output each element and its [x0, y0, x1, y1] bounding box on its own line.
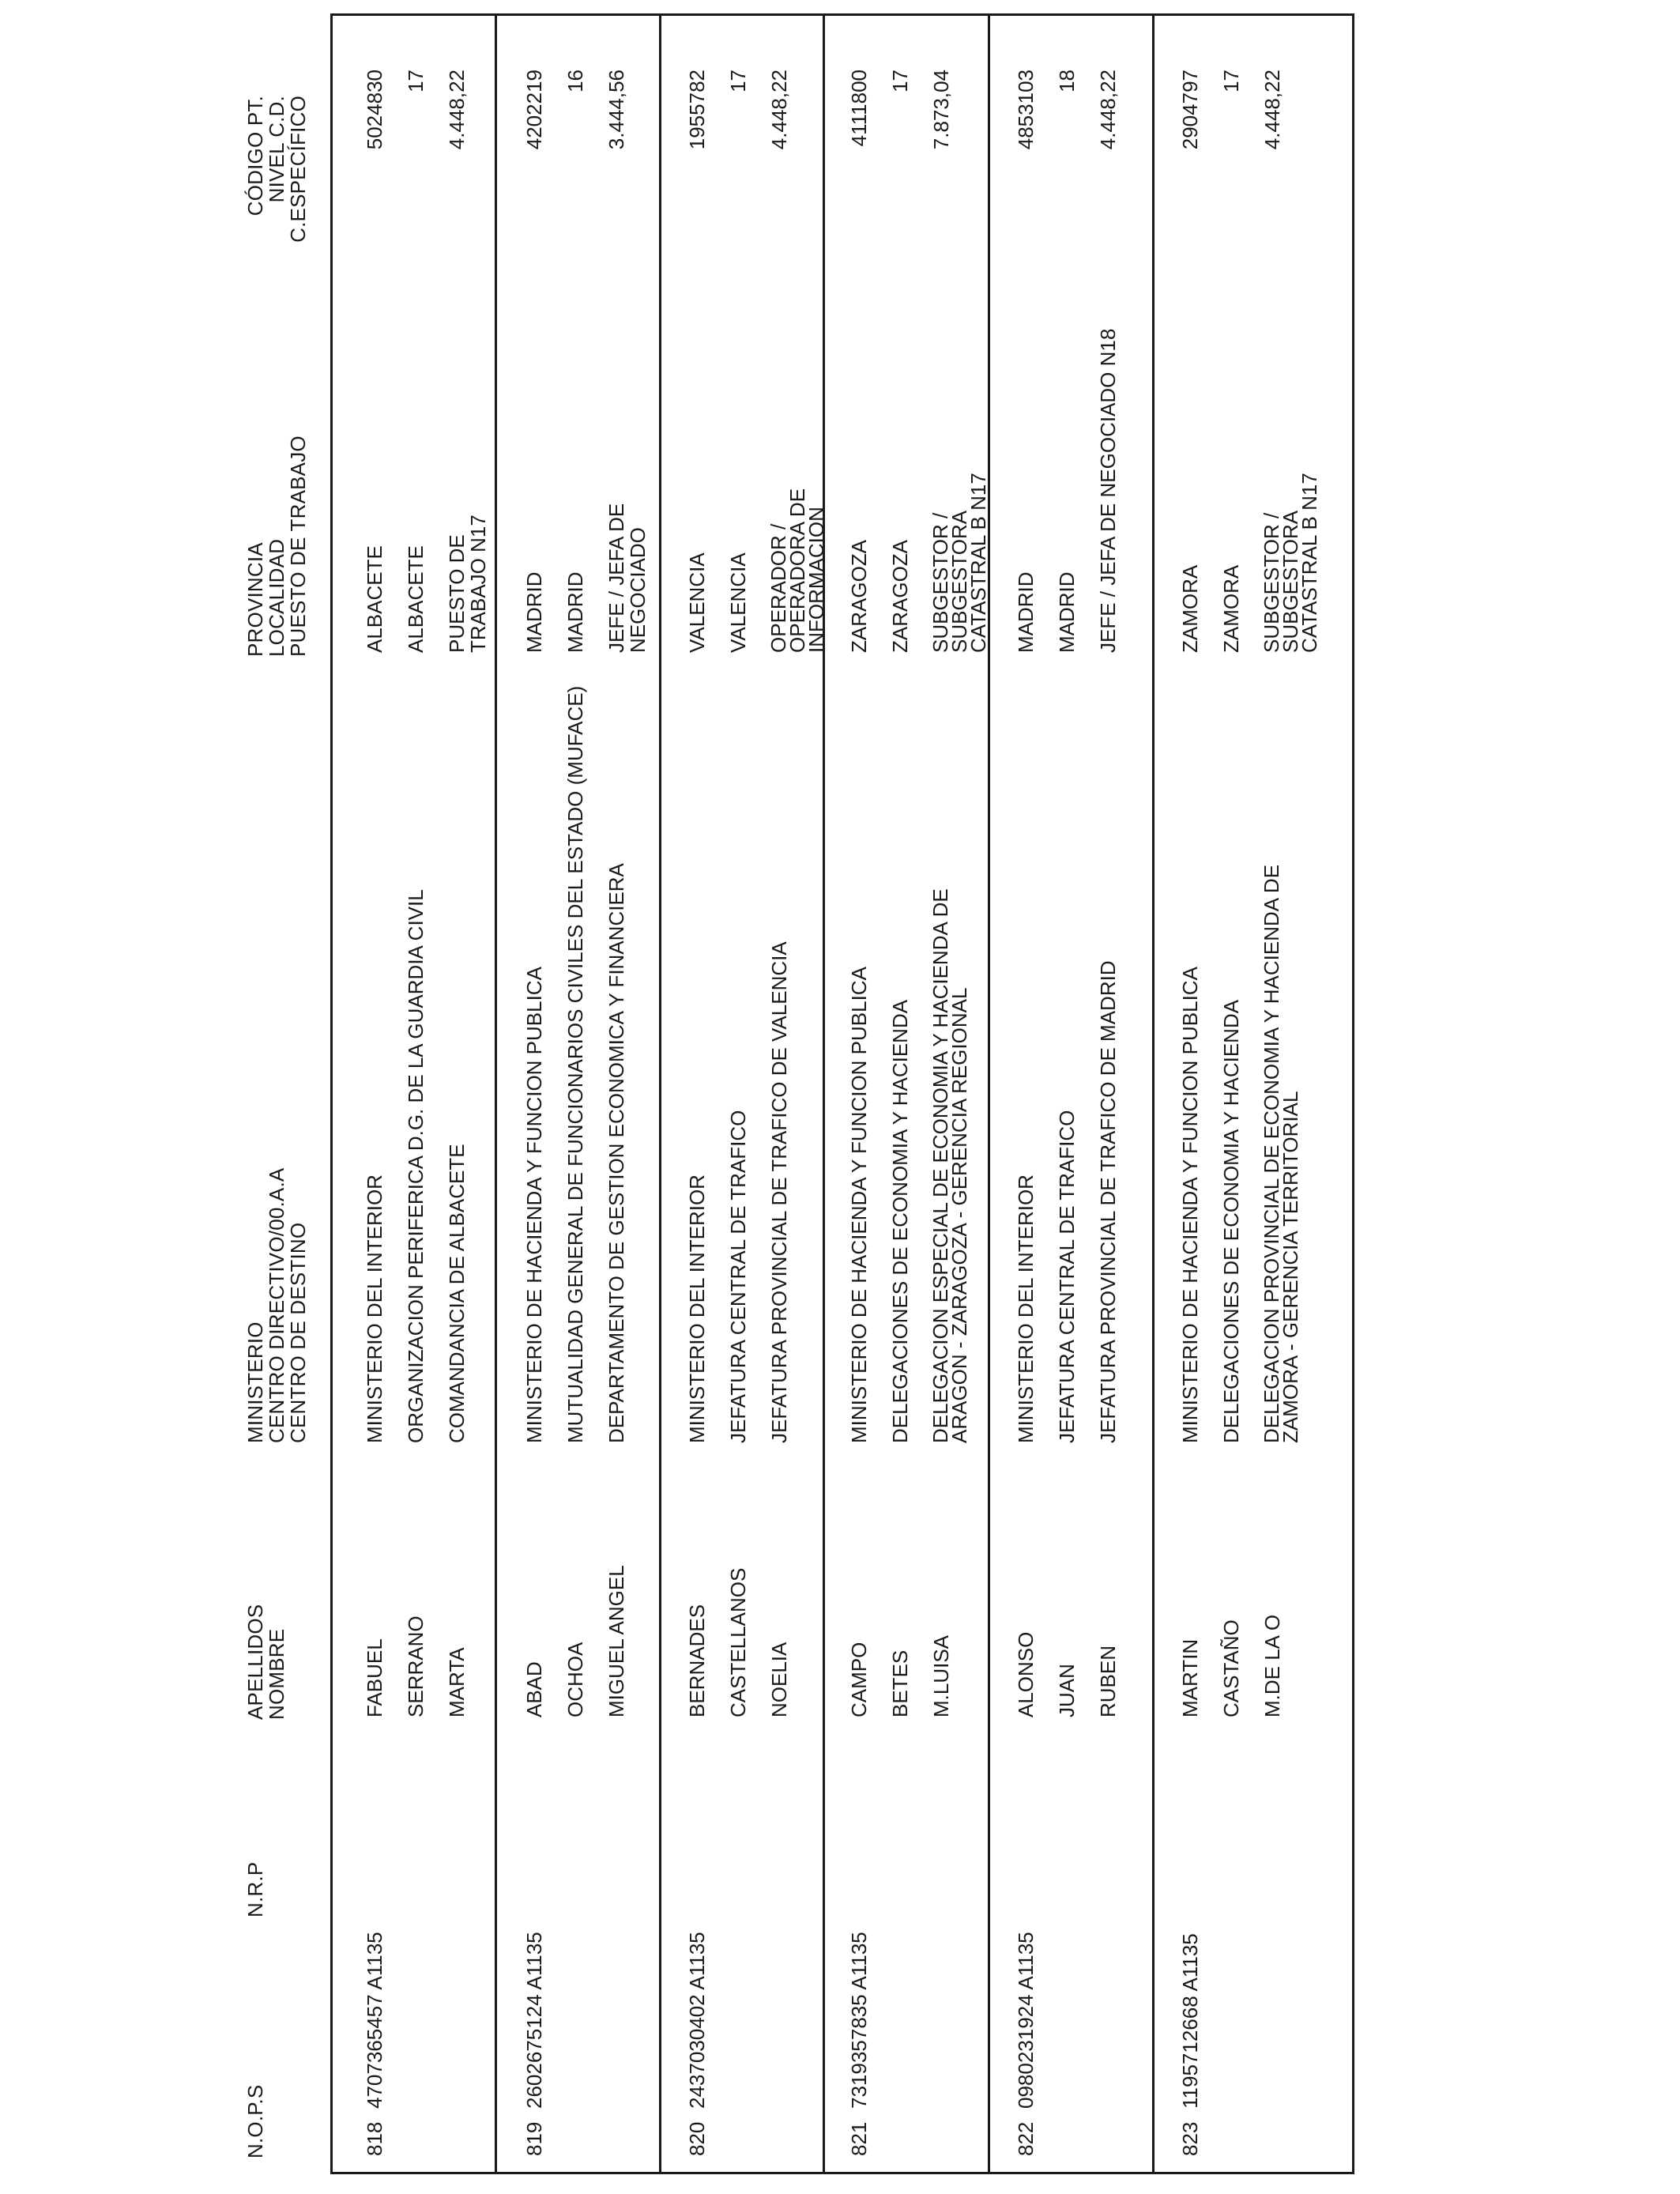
header-puesto-label: PUESTO DE TRABAJO	[286, 435, 310, 657]
header-nivel-cd-label: NIVEL C.D.	[265, 96, 288, 203]
header-centro-directivo-label: CENTRO DIRECTIVO/00.A.A	[265, 1167, 288, 1443]
nops-cell: 821	[847, 2121, 871, 2156]
nops-cell: 822	[1014, 2121, 1038, 2156]
header-nrp-label: N.R.P	[243, 1861, 267, 1917]
puesto-cell: SUBGESTOR / SUBGESTORA CATASTRAL B N17	[929, 473, 990, 653]
nivel-cd-cell: 17	[888, 70, 912, 92]
header-codigo-pt-label: CÓDIGO PT.	[243, 96, 267, 217]
nrp-cell: 4707365457 A1135	[363, 1932, 386, 2109]
centro-directivo-cell: DELEGACIONES DE ECONOMIA Y HACIENDA	[1219, 999, 1243, 1443]
nombre-cell: M.LUISA	[929, 1634, 953, 1717]
table-row	[990, 16, 1152, 2172]
c-especifico-cell: 7.873,04	[929, 70, 953, 150]
codigo-pt-cell: 1955782	[685, 70, 709, 150]
puesto-cell: JEFE / JEFA DE NEGOCIADO	[605, 503, 650, 653]
puesto-cell: JEFE / JEFA DE NEGOCIADO N18	[1096, 328, 1120, 653]
centro-directivo-cell: MUTUALIDAD GENERAL DE FUNCIONARIOS CIVILES DEL ESTADO (MUFACE)	[563, 685, 587, 1443]
table-row	[1155, 16, 1352, 2172]
localidad-cell: ZAMORA	[1219, 564, 1243, 653]
localidad-cell: VALENCIA	[726, 552, 750, 653]
records-table	[330, 13, 1354, 2174]
centro-directivo-cell: JEFATURA CENTRAL DE TRAFICO	[726, 1110, 750, 1443]
nombre-cell: RUBEN	[1096, 1645, 1120, 1717]
provincia-cell: ALBACETE	[363, 545, 386, 653]
codigo-pt-cell: 2904797	[1178, 70, 1202, 150]
nops-cell: 819	[522, 2121, 546, 2156]
header-ministerio-label: MINISTERIO	[243, 1321, 267, 1443]
table-row	[497, 16, 659, 2172]
apellido2-cell: BETES	[888, 1649, 912, 1717]
apellido2-cell: SERRANO	[404, 1615, 428, 1717]
header-centro-destino-label: CENTRO DE DESTINO	[286, 1222, 310, 1443]
apellido1-cell: CAMPO	[847, 1642, 871, 1717]
centro-destino-cell: JEFATURA PROVINCIAL DE TRAFICO DE MADRID	[1096, 960, 1120, 1443]
codigo-pt-cell: 4111800	[847, 70, 871, 147]
centro-destino-cell: DELEGACION PROVINCIAL DE ECONOMIA Y HACIENDA DE ZAMORA - GERENCIA TERRITORIAL	[1260, 864, 1302, 1443]
table-row	[333, 16, 495, 2172]
codigo-pt-cell: 5024830	[363, 70, 386, 150]
header-provincia-label: PROVINCIA	[243, 542, 267, 657]
localidad-cell: MADRID	[1055, 571, 1079, 653]
apellido2-cell: CASTAÑO	[1219, 1619, 1243, 1717]
apellido2-cell: JUAN	[1055, 1664, 1079, 1717]
ministerio-cell: MINISTERIO DEL INTERIOR	[363, 1174, 386, 1443]
apellido1-cell: MARTIN	[1178, 1638, 1202, 1717]
apellido1-cell: BERNADES	[685, 1604, 709, 1717]
nrp-cell: 2602675124 A1135	[522, 1932, 546, 2109]
puesto-cell: OPERADOR / OPERADORA DE INFORMACION	[767, 488, 828, 653]
centro-directivo-cell: ORGANIZACION PERIFERICA D.G. DE LA GUARDIA CIVIL	[404, 889, 428, 1443]
ministerio-cell: MINISTERIO DE HACIENDA Y FUNCION PUBLICA	[522, 967, 546, 1443]
c-especifico-cell: 4.448,22	[445, 70, 469, 150]
nops-cell: 818	[363, 2121, 386, 2156]
ministerio-cell: MINISTERIO DE HACIENDA Y FUNCION PUBLICA	[1178, 967, 1202, 1443]
table-row	[825, 16, 988, 2172]
header-codigo	[245, 96, 309, 325]
header-apellidos-label: APELLIDOS	[243, 1604, 267, 1720]
nombre-cell: MIGUEL ANGEL	[605, 1565, 628, 1717]
codigo-pt-cell: 4853103	[1014, 70, 1038, 150]
apellido2-cell: OCHOA	[563, 1642, 587, 1717]
nivel-cd-cell: 17	[1219, 70, 1243, 92]
c-especifico-cell: 4.448,22	[1260, 70, 1284, 150]
provincia-cell: MADRID	[1014, 571, 1038, 653]
header-ministerio	[245, 1168, 309, 1443]
apellido1-cell: ABAD	[522, 1661, 546, 1717]
provincia-cell: ZARAGOZA	[847, 539, 871, 653]
c-especifico-cell: 3.444,56	[605, 70, 628, 150]
header-localidad-label: LOCALIDAD	[265, 538, 288, 657]
centro-directivo-cell: DELEGACIONES DE ECONOMIA Y HACIENDA	[888, 999, 912, 1443]
centro-destino-cell: DELEGACION ESPECIAL DE ECONOMIA Y HACIENDA DE ARAGON - ZARAGOZA - GERENCIA REGIONAL	[929, 888, 971, 1443]
nrp-cell: 7319357835 A1135	[847, 1932, 871, 2109]
nivel-cd-cell: 17	[726, 70, 750, 92]
header-c-especifico-label: C.ESPECÍFICO	[286, 96, 310, 243]
nombre-cell: MARTA	[445, 1647, 469, 1717]
centro-destino-cell: DEPARTAMENTO DE GESTION ECONOMICA Y FINANCIERA	[605, 863, 628, 1443]
nrp-cell: 1195712668 A1135	[1178, 1933, 1202, 2109]
puesto-cell: SUBGESTOR / SUBGESTORA CATASTRAL B N17	[1260, 473, 1321, 653]
header-apellidos	[245, 1604, 288, 1720]
centro-directivo-cell: JEFATURA CENTRAL DE TRAFICO	[1055, 1110, 1079, 1443]
header-nombre-label: NOMBRE	[265, 1628, 288, 1720]
provincia-cell: VALENCIA	[685, 552, 709, 653]
nombre-cell: NOELIA	[767, 1642, 791, 1717]
apellido2-cell: CASTELLANOS	[726, 1567, 750, 1717]
provincia-cell: ZAMORA	[1178, 564, 1202, 653]
localidad-cell: ZARAGOZA	[888, 539, 912, 653]
header-provincia	[245, 435, 309, 657]
puesto-cell: PUESTO DE TRABAJO N17	[445, 515, 490, 653]
centro-destino-cell: COMANDANCIA DE ALBACETE	[445, 1144, 469, 1443]
nops-cell: 823	[1178, 2121, 1202, 2156]
nivel-cd-cell: 18	[1055, 70, 1079, 92]
header-nops-label: N.O.P.S	[243, 2084, 267, 2158]
ministerio-cell: MINISTERIO DEL INTERIOR	[1014, 1174, 1038, 1443]
table-row	[661, 16, 828, 2172]
c-especifico-cell: 4.448,22	[1096, 70, 1120, 150]
ministerio-cell: MINISTERIO DEL INTERIOR	[685, 1174, 709, 1443]
header-nrp	[245, 1862, 266, 1917]
localidad-cell: ALBACETE	[404, 545, 428, 653]
nivel-cd-cell: 16	[563, 70, 587, 92]
nrp-cell: 0980231924 A1135	[1014, 1932, 1038, 2109]
nombre-cell: M.DE LA O	[1260, 1614, 1284, 1717]
c-especifico-cell: 4.448,22	[767, 70, 791, 150]
nivel-cd-cell: 17	[404, 70, 428, 92]
ministerio-cell: MINISTERIO DE HACIENDA Y FUNCION PUBLICA	[847, 967, 871, 1443]
localidad-cell: MADRID	[563, 571, 587, 653]
provincia-cell: MADRID	[522, 571, 546, 653]
nops-cell: 820	[685, 2121, 709, 2156]
nrp-cell: 2437030402 A1135	[685, 1932, 709, 2109]
centro-destino-cell: JEFATURA PROVINCIAL DE TRAFICO DE VALENCIA	[767, 941, 791, 1443]
codigo-pt-cell: 4202219	[522, 70, 546, 150]
apellido1-cell: ALONSO	[1014, 1631, 1038, 1717]
header-nops	[245, 2085, 266, 2158]
apellido1-cell: FABUEL	[363, 1638, 386, 1717]
